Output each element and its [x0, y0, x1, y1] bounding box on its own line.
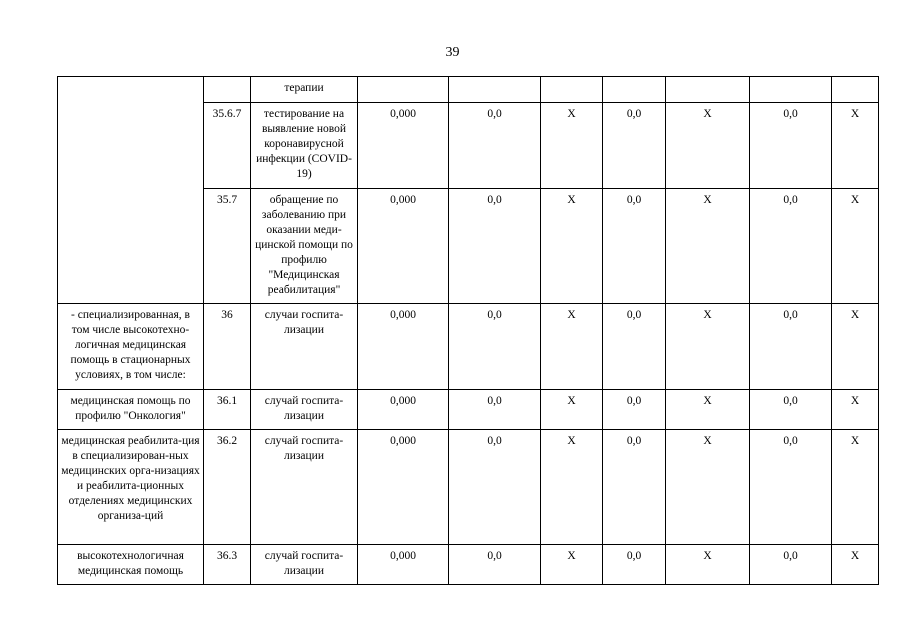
row-unit-cell: случай госпита-лизации — [251, 430, 358, 545]
row-value-7: X — [832, 189, 879, 304]
row-value-5: X — [666, 390, 750, 430]
row-code-cell: 36.2 — [204, 430, 251, 545]
row-code-cell: 35.6.7 — [204, 103, 251, 189]
row-value-6: 0,0 — [750, 430, 832, 545]
row-unit-cell: обращение по заболеванию при оказании меди-цинской помощи по профилю "Медицинская реабилитация" — [251, 189, 358, 304]
row-value-1: 0,000 — [358, 103, 449, 189]
row-value-3: X — [541, 390, 603, 430]
row-value-2: 0,0 — [449, 189, 541, 304]
row-value-7: X — [832, 304, 879, 390]
page-number: 39 — [445, 45, 460, 60]
row-unit-cell: случай госпита-лизации — [251, 390, 358, 430]
row-value-6: 0,0 — [750, 103, 832, 189]
row-value-7: X — [832, 430, 879, 545]
row-code-cell — [204, 77, 251, 103]
row-value-6: 0,0 — [750, 304, 832, 390]
row-name-cell: высокотехнологичная медицинская помощь — [58, 545, 204, 585]
row-unit-cell: случай госпита-лизации — [251, 545, 358, 585]
row-value-7: X — [832, 103, 879, 189]
row-value-4: 0,0 — [603, 390, 666, 430]
row-value-2: 0,0 — [449, 304, 541, 390]
row-value-2: 0,0 — [449, 103, 541, 189]
row-value-1 — [358, 77, 449, 103]
row-value-4: 0,0 — [603, 189, 666, 304]
row-value-6: 0,0 — [750, 545, 832, 585]
table-row — [58, 390, 879, 430]
row-value-5: X — [666, 545, 750, 585]
row-unit-cell: тестирование на выявление новой коронавирусной инфекции (COVID-19) — [251, 103, 358, 189]
row-code-cell: 36.3 — [204, 545, 251, 585]
row-value-5: X — [666, 430, 750, 545]
row-name-cell: медицинская помощь по профилю "Онкология" — [58, 390, 204, 430]
row-code-cell: 36 — [204, 304, 251, 390]
row-value-3: X — [541, 545, 603, 585]
row-unit-cell: случаи госпита-лизации — [251, 304, 358, 390]
row-code-cell: 35.7 — [204, 189, 251, 304]
row-value-1: 0,000 — [358, 304, 449, 390]
row-value-4: 0,0 — [603, 304, 666, 390]
row-value-2: 0,0 — [449, 545, 541, 585]
row-value-2: 0,0 — [449, 430, 541, 545]
row-value-7: X — [832, 545, 879, 585]
row-value-4 — [603, 77, 666, 103]
row-value-3: X — [541, 304, 603, 390]
row-value-5: X — [666, 103, 750, 189]
row-value-1: 0,000 — [358, 390, 449, 430]
row-value-3 — [541, 77, 603, 103]
row-value-1: 0,000 — [358, 189, 449, 304]
row-name-cell: медицинская реабилита-ция в специализирован-ных медицинских орга-низациях и реабилита-ционных отделениях медицинских организа-ций — [58, 430, 204, 545]
row-code-cell: 36.1 — [204, 390, 251, 430]
row-value-3: X — [541, 189, 603, 304]
row-value-6: 0,0 — [750, 189, 832, 304]
row-name-cell: - специализированная, в том числе высокотехно-логичная медицинская помощь в стационарных условиях, в том числе: — [58, 304, 204, 390]
statistics-table — [57, 76, 879, 585]
row-value-6: 0,0 — [750, 390, 832, 430]
row-value-1: 0,000 — [358, 545, 449, 585]
row-value-5 — [666, 77, 750, 103]
table-row — [58, 545, 879, 585]
row-value-7 — [832, 77, 879, 103]
row-value-5: X — [666, 189, 750, 304]
row-value-7: X — [832, 390, 879, 430]
row-unit-cell: терапии — [251, 77, 358, 103]
row-value-3: X — [541, 430, 603, 545]
table-row — [58, 77, 879, 103]
row-value-3: X — [541, 103, 603, 189]
table-row — [58, 304, 879, 390]
row-value-1: 0,000 — [358, 430, 449, 545]
table-row — [58, 430, 879, 545]
row-value-4: 0,0 — [603, 545, 666, 585]
row-value-2: 0,0 — [449, 390, 541, 430]
row-name-cell — [58, 77, 204, 304]
row-value-4: 0,0 — [603, 430, 666, 545]
row-value-5: X — [666, 304, 750, 390]
row-value-4: 0,0 — [603, 103, 666, 189]
row-value-6 — [750, 77, 832, 103]
row-value-2 — [449, 77, 541, 103]
